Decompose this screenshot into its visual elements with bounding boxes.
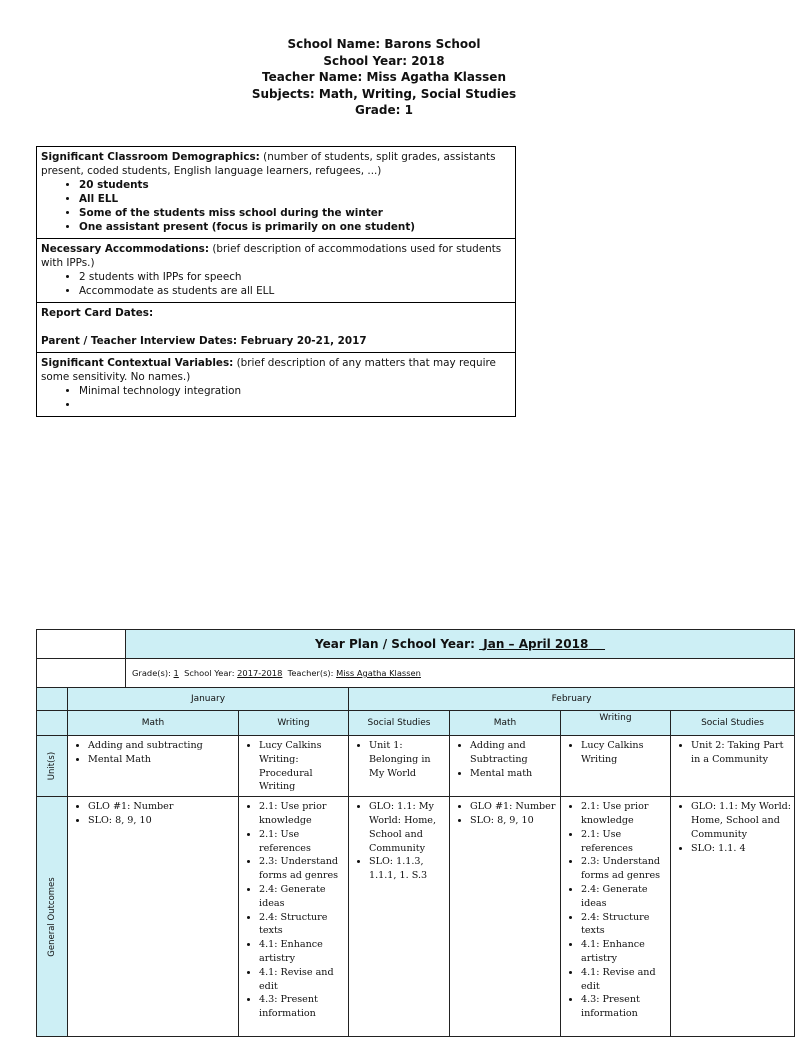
- list-item: • 2.1: Use prior knowledge: [259, 800, 346, 828]
- contextual-list: [41, 384, 511, 412]
- list-item: • Accommodate as students are all ELL: [79, 284, 511, 298]
- subject-header: Writing: [561, 711, 671, 736]
- plan-title-value: Jan – April 2018: [483, 637, 589, 651]
- school-year: School Year: 2018: [323, 53, 445, 68]
- list-item: • GLO: 1.1: My World: Home, School and Community: [691, 800, 792, 841]
- list-item: • 2.4: Structure texts: [259, 911, 346, 939]
- accommodations-row: [37, 239, 516, 303]
- list-item: • 4.1: Revise and edit: [259, 966, 346, 994]
- list-item: • 2.1: Use references: [581, 828, 668, 856]
- demographics-row: [37, 147, 516, 239]
- list-item: • SLO: 1.1. 4: [691, 842, 792, 856]
- list-item: • 4.3: Present information: [581, 993, 668, 1021]
- school-name: School Name: Barons School: [287, 37, 481, 51]
- plan-list: [239, 800, 346, 1021]
- subjects: Subjects: Math, Writing, Social Studies: [251, 86, 517, 101]
- list-item: • 2.3: Understand forms ad genres: [259, 855, 346, 883]
- contextual-row: [37, 353, 516, 417]
- plan-list: [561, 739, 668, 767]
- demographics-label: Significant Classroom Demographics:: [41, 151, 260, 163]
- classroom-info-table: [36, 146, 516, 417]
- contextual-label: Significant Contextual Variables:: [41, 357, 234, 369]
- list-item: • 2.1: Use prior knowledge: [581, 800, 668, 828]
- plan-sub-row: [37, 659, 795, 688]
- list-item: • SLO: 1.1.3, 1.1.1, 1. S.3: [369, 855, 447, 883]
- demographics-list: [41, 178, 511, 234]
- report-card-dates: Report Card Dates:: [41, 307, 154, 319]
- contextual-desc: (brief description of any matters that may require some sensitivity. No names.): [41, 357, 496, 383]
- plan-subheader: Grade(s): 1 School Year: 2017-2018 Teacher(s): Miss Agatha Klassen: [126, 659, 795, 688]
- list-item: • All ELL: [79, 192, 511, 206]
- document-header: [0, 36, 768, 119]
- accommodations-list: [41, 270, 511, 298]
- plan-list: [450, 800, 558, 828]
- plan-title-row: [37, 630, 795, 659]
- plan-list: [349, 739, 447, 780]
- list-item: • GLO #1: Number: [470, 800, 558, 814]
- list-item: • 4.1: Enhance artistry: [581, 938, 668, 966]
- subject-row: [37, 711, 795, 736]
- list-item: • Adding and subtracting: [88, 739, 236, 753]
- units-row: [37, 736, 795, 797]
- outcomes-row: [37, 797, 795, 1037]
- teacher-name: Teacher Name: Miss Agatha Klassen: [261, 70, 506, 84]
- list-item: • 4.3: Present information: [259, 993, 346, 1021]
- row-label-outcomes: General Outcomes: [37, 797, 68, 1037]
- list-item: • 2.4: Generate ideas: [259, 883, 346, 911]
- list-item: [79, 398, 511, 412]
- list-item: • Minimal technology integration: [79, 384, 511, 398]
- list-item: • 2.1: Use references: [259, 828, 346, 856]
- row-label-units: Unit(s): [37, 736, 68, 797]
- plan-list: [239, 739, 346, 794]
- year-plan-table: [36, 629, 795, 1037]
- list-item: • 2.3: Understand forms ad genres: [581, 855, 668, 883]
- accommodations-label: Necessary Accommodations:: [41, 243, 209, 255]
- subject-header: Math: [68, 711, 239, 736]
- demographics-desc: (number of students, split grades, assistants present, coded students, English language learners, refugees, ...): [41, 151, 496, 177]
- list-item: • 4.1: Revise and edit: [581, 966, 668, 994]
- list-item: • Lucy Calkins Writing: Procedural Writing: [259, 739, 346, 794]
- list-item: • Unit 2: Taking Part in a Community: [691, 739, 792, 767]
- list-item: • Mental Math: [88, 753, 236, 767]
- subject-header: Social Studies: [671, 711, 795, 736]
- subject-header: Social Studies: [349, 711, 450, 736]
- plan-list: [68, 800, 236, 828]
- list-item: • 2.4: Generate ideas: [581, 883, 668, 911]
- month-january: January: [68, 688, 349, 711]
- list-item: • SLO: 8, 9, 10: [470, 814, 558, 828]
- list-item: • Mental math: [470, 767, 558, 781]
- list-item: • Lucy Calkins Writing: [581, 739, 668, 767]
- list-item: • Adding and Subtracting: [470, 739, 558, 767]
- subject-header: Writing: [239, 711, 349, 736]
- plan-list: [671, 800, 792, 855]
- plan-title: Year Plan / School Year: Jan – April 2018: [126, 630, 795, 659]
- list-item: • 20 students: [79, 178, 511, 192]
- list-item: • 2.4: Structure texts: [581, 911, 668, 939]
- list-item: • Unit 1: Belonging in My World: [369, 739, 447, 780]
- accommodations-desc: (brief description of accommodations used for students with IPPs.): [41, 243, 502, 269]
- grade: Grade: 1: [355, 103, 413, 117]
- plan-list: [349, 800, 447, 883]
- plan-list: [561, 800, 668, 1021]
- interview-dates: Parent / Teacher Interview Dates: February 20-21, 2017: [41, 335, 367, 347]
- list-item: • Some of the students miss school during the winter: [79, 206, 511, 220]
- list-item: • 4.1: Enhance artistry: [259, 938, 346, 966]
- list-item: • GLO: 1.1: My World: Home, School and Community: [369, 800, 447, 855]
- list-item: • SLO: 8, 9, 10: [88, 814, 236, 828]
- list-item: • One assistant present (focus is primarily on one student): [79, 220, 511, 234]
- month-row: [37, 688, 795, 711]
- plan-list: [671, 739, 792, 767]
- list-item: • GLO #1: Number: [88, 800, 236, 814]
- month-february: February: [349, 688, 795, 711]
- plan-list: [450, 739, 558, 780]
- list-item: • 2 students with IPPs for speech: [79, 270, 511, 284]
- subject-header: Math: [450, 711, 561, 736]
- dates-row: [37, 303, 516, 353]
- plan-list: [68, 739, 236, 767]
